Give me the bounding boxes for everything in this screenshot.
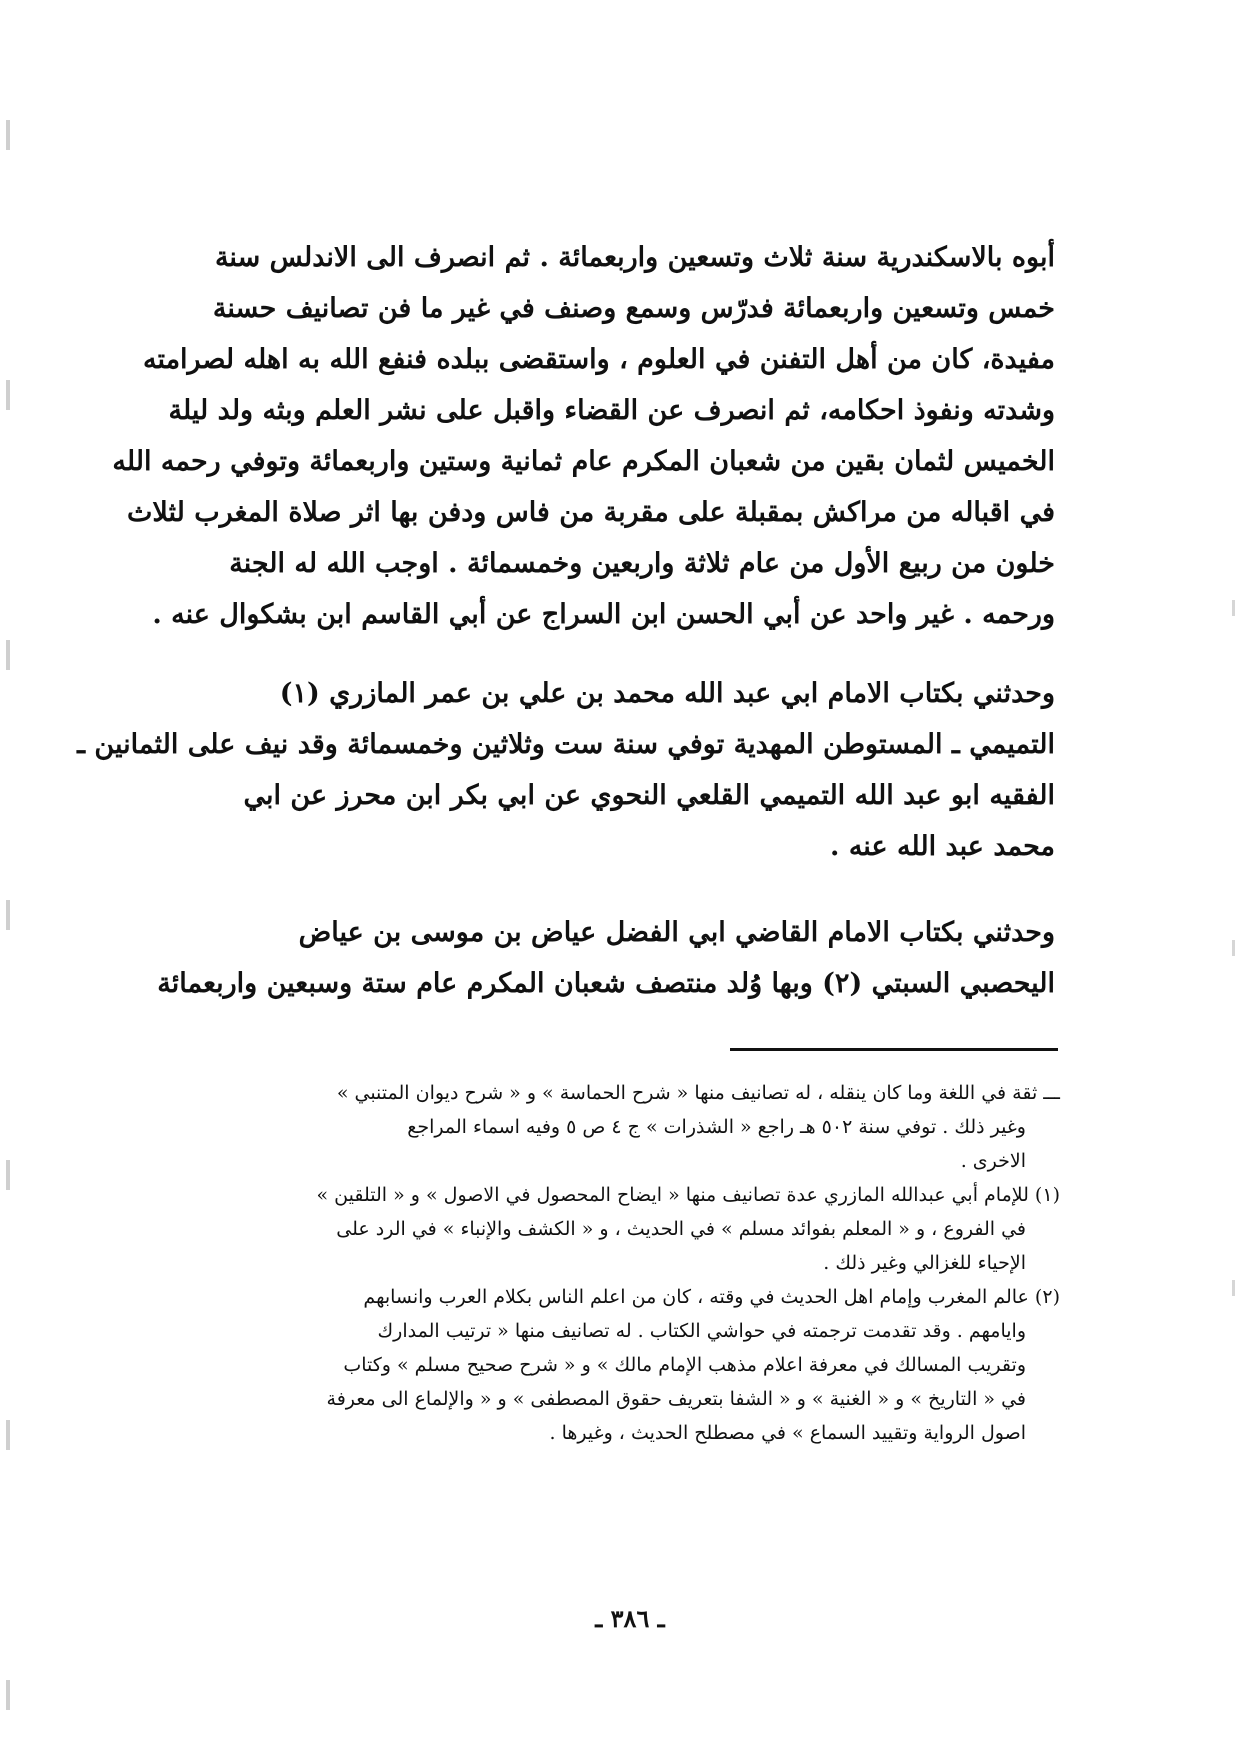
paragraph-3 (157, 907, 1055, 1009)
footnote-line: في الفروع ، و « المعلم بفوائد مسلم » في الحديث ، و « الكشف والإنباء » في الرد على (336, 1218, 1026, 1240)
footnote-line: وغير ذلك . توفي سنة ٥٠٢ هـ راجع « الشذرات » ج ٤ ص ٥ وفيه اسماء المراجع (407, 1116, 1026, 1138)
footnote-line: وايامهم . وقد تقدمت ترجمته في حواشي الكتاب . له تصانيف منها « ترتيب المدارك (377, 1320, 1026, 1342)
paragraph-2 (77, 668, 1055, 872)
paragraph-line: وحدثني بكتاب الامام ابي عبد الله محمد بن علي بن عمر المازري (١) (279, 678, 1055, 709)
footnote-line: وتقريب المسالك في معرفة اعلام مذهب الإمام مالك » و « شرح صحيح مسلم » وكتاب (343, 1354, 1026, 1376)
paragraph-line: التميمي ـ المستوطن المهدية توفي سنة ست وثلاثين وخمسمائة وقد نيف على الثمانين ـ (77, 729, 1055, 760)
footnote-line: (٢) عالم المغرب وإمام اهل الحديث في وقته ، كان من اعلم الناس بكلام العرب وانسابهم (363, 1286, 1060, 1308)
paragraph-line: الفقيه ابو عبد الله التميمي القلعي النحوي عن ابي بكر ابن محرز عن ابي (243, 780, 1055, 811)
footnote-2 (200, 1280, 1060, 1450)
scan-edge-artifact-right (1232, 420, 1235, 1620)
paragraph-line: وحدثني بكتاب الامام القاضي ابي الفضل عياض بن موسى بن عياض (298, 917, 1055, 948)
paragraph-line: محمد عبد الله عنه . (830, 831, 1055, 862)
paragraph-1 (112, 232, 1055, 640)
footnote-line: ـــ ثقة في اللغة وما كان ينقله ، له تصانيف منها « شرح الحماسة » و « شرح ديوان المتنبي » (336, 1082, 1060, 1104)
footnote-line: اصول الرواية وتقييد السماع » في مصطلح الحديث ، وغيرها . (549, 1422, 1026, 1444)
paragraph-line: في اقباله من مراكش بمقبلة على مقربة من فاس ودفن بها اثر صلاة المغرب لثلاث (126, 497, 1055, 528)
paragraph-line: أبوه بالاسكندرية سنة ثلاث وتسعين واربعمائة . ثم انصرف الى الاندلس سنة (214, 242, 1055, 273)
paragraph-line: خلون من ربيع الأول من عام ثلاثة واربعين وخمسمائة . اوجب الله له الجنة (229, 548, 1055, 579)
paragraph-line: اليحصبي السبتي (٢) وبها وُلد منتصف شعبان المكرم عام ستة وسبعين واربعمائة (157, 968, 1055, 999)
scan-edge-artifact (6, 0, 10, 1754)
page-number: ـ ٣٨٦ ـ (595, 1604, 665, 1633)
footnote-line: الإحياء للغزالي وغير ذلك . (823, 1252, 1026, 1274)
footnote-1 (200, 1178, 1060, 1280)
footnote-line: (١) للإمام أبي عبدالله المازري عدة تصانيف منها « ايضاح المحصول في الاصول » و « التلقين » (316, 1184, 1060, 1206)
paragraph-line: وشدته ونفوذ احكامه، ثم انصرف عن القضاء واقبل على نشر العلم وبثه ولد ليلة (168, 395, 1055, 426)
paragraph-line: خمس وتسعين واربعمائة فدرّس وسمع وصنف في غير ما فن تصانيف حسنة (212, 293, 1055, 324)
footnotes (200, 1076, 1060, 1450)
paragraph-line: الخميس لثمان بقين من شعبان المكرم عام ثمانية وستين واربعمائة وتوفي رحمه الله (112, 446, 1055, 477)
footnote-continuation (200, 1076, 1060, 1178)
footnote-line: في « التاريخ » و « الغنية » و « الشفا بتعريف حقوق المصطفى » و « والإلماع الى معرفة (326, 1388, 1026, 1410)
paragraph-line: ورحمه . غير واحد عن أبي الحسن ابن السراج عن أبي القاسم ابن بشكوال عنه . (152, 599, 1055, 630)
footnote-line: الاخرى . (960, 1150, 1026, 1172)
footnote-separator (730, 1048, 1058, 1051)
paragraph-line: مفيدة، كان من أهل التفنن في العلوم ، واستقضى ببلده فنفع الله به اهله لصرامته (142, 344, 1055, 375)
